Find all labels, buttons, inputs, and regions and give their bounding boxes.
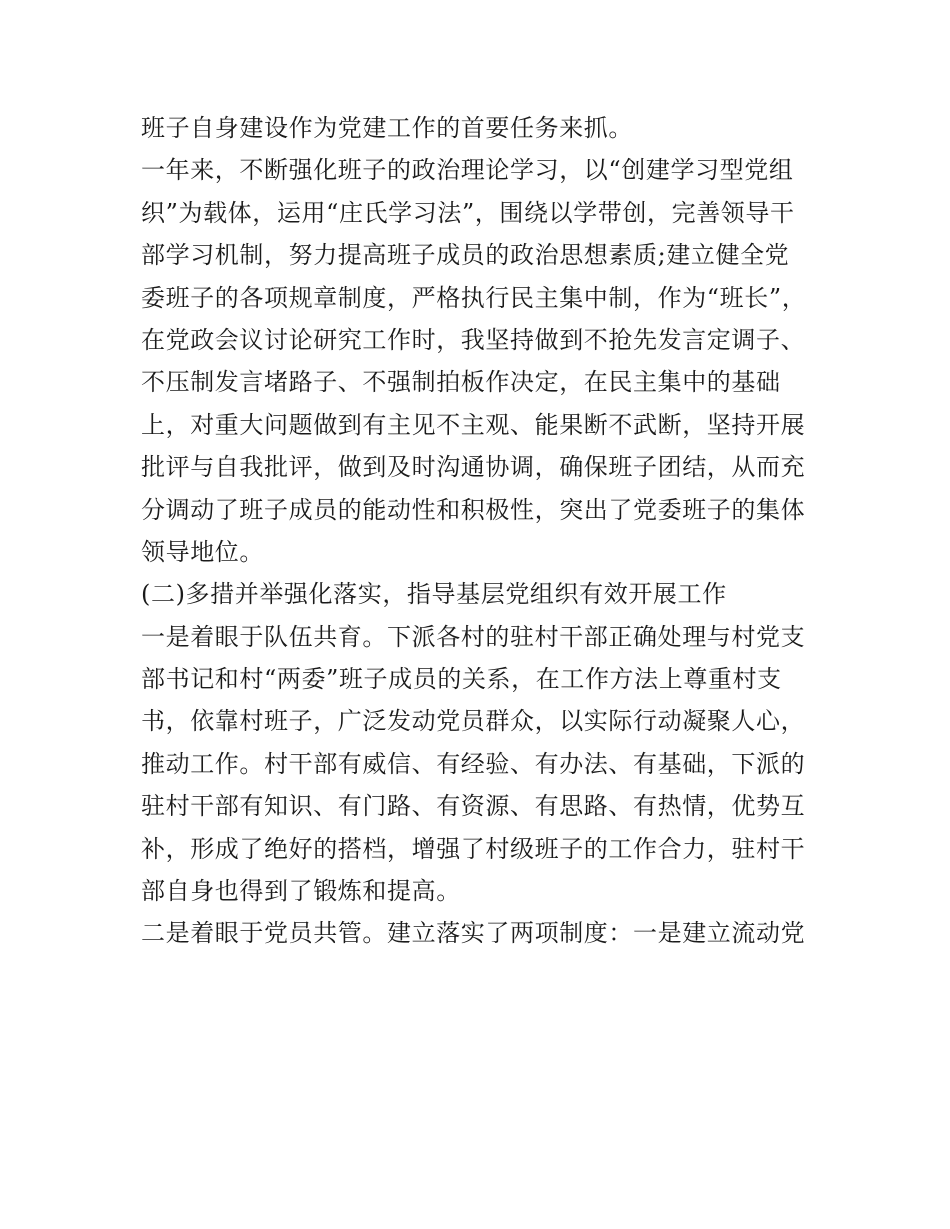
- text-line: 上，对重大问题做到有主见不主观、能果断不武断，坚持开展: [141, 410, 806, 439]
- text-line: 分调动了班子成员的能动性和积极性，突出了党委班子的集体: [141, 495, 806, 524]
- document-body: [141, 107, 831, 955]
- text-line: 推动工作。村干部有威信、有经验、有办法、有基础，下派的: [141, 749, 806, 778]
- text-line: 书，依靠村班子，广泛发动党员群众，以实际行动凝聚人心，: [141, 707, 806, 736]
- section-heading: (二)多措并举强化落实，指导基层党组织有效开展工作: [141, 580, 727, 609]
- text-line: 织”为载体，运用“庄氏学习法”，围绕以学带创，完善领导干: [141, 198, 795, 227]
- text-line: 在党政会议讨论研究工作时，我坚持做到不抢先发言定调子、: [141, 325, 806, 354]
- text-line: 领导地位。: [141, 537, 264, 566]
- text-line: 部自身也得到了锻炼和提高。: [141, 877, 461, 906]
- text-line: 部学习机制，努力提高班子成员的政治思想素质;建立健全党: [141, 241, 790, 270]
- text-line: 补，形成了绝好的搭档，增强了村级班子的工作合力，驻村干: [141, 834, 806, 863]
- text-line: 二是着眼于党员共管。建立落实了两项制度：一是建立流动党: [141, 919, 806, 948]
- text-line: 部书记和村“两委”班子成员的关系，在工作方法上尊重村支: [141, 665, 782, 694]
- text-line: 驻村干部有知识、有门路、有资源、有思路、有热情，优势互: [141, 792, 806, 821]
- text-line: 委班子的各项规章制度，严格执行民主集中制，作为“班长”，: [141, 283, 807, 312]
- text-line: 批评与自我批评，做到及时沟通协调，确保班子团结，从而充: [141, 453, 806, 482]
- text-line: 一是着眼于队伍共育。下派各村的驻村干部正确处理与村党支: [141, 622, 806, 651]
- text-line: 不压制发言堵路子、不强制拍板作决定，在民主集中的基础: [141, 368, 781, 397]
- text-line: 班子自身建设作为党建工作的首要任务来抓。: [141, 114, 633, 142]
- text-line: 一年来，不断强化班子的政治理论学习，以“创建学习型党组: [141, 156, 794, 185]
